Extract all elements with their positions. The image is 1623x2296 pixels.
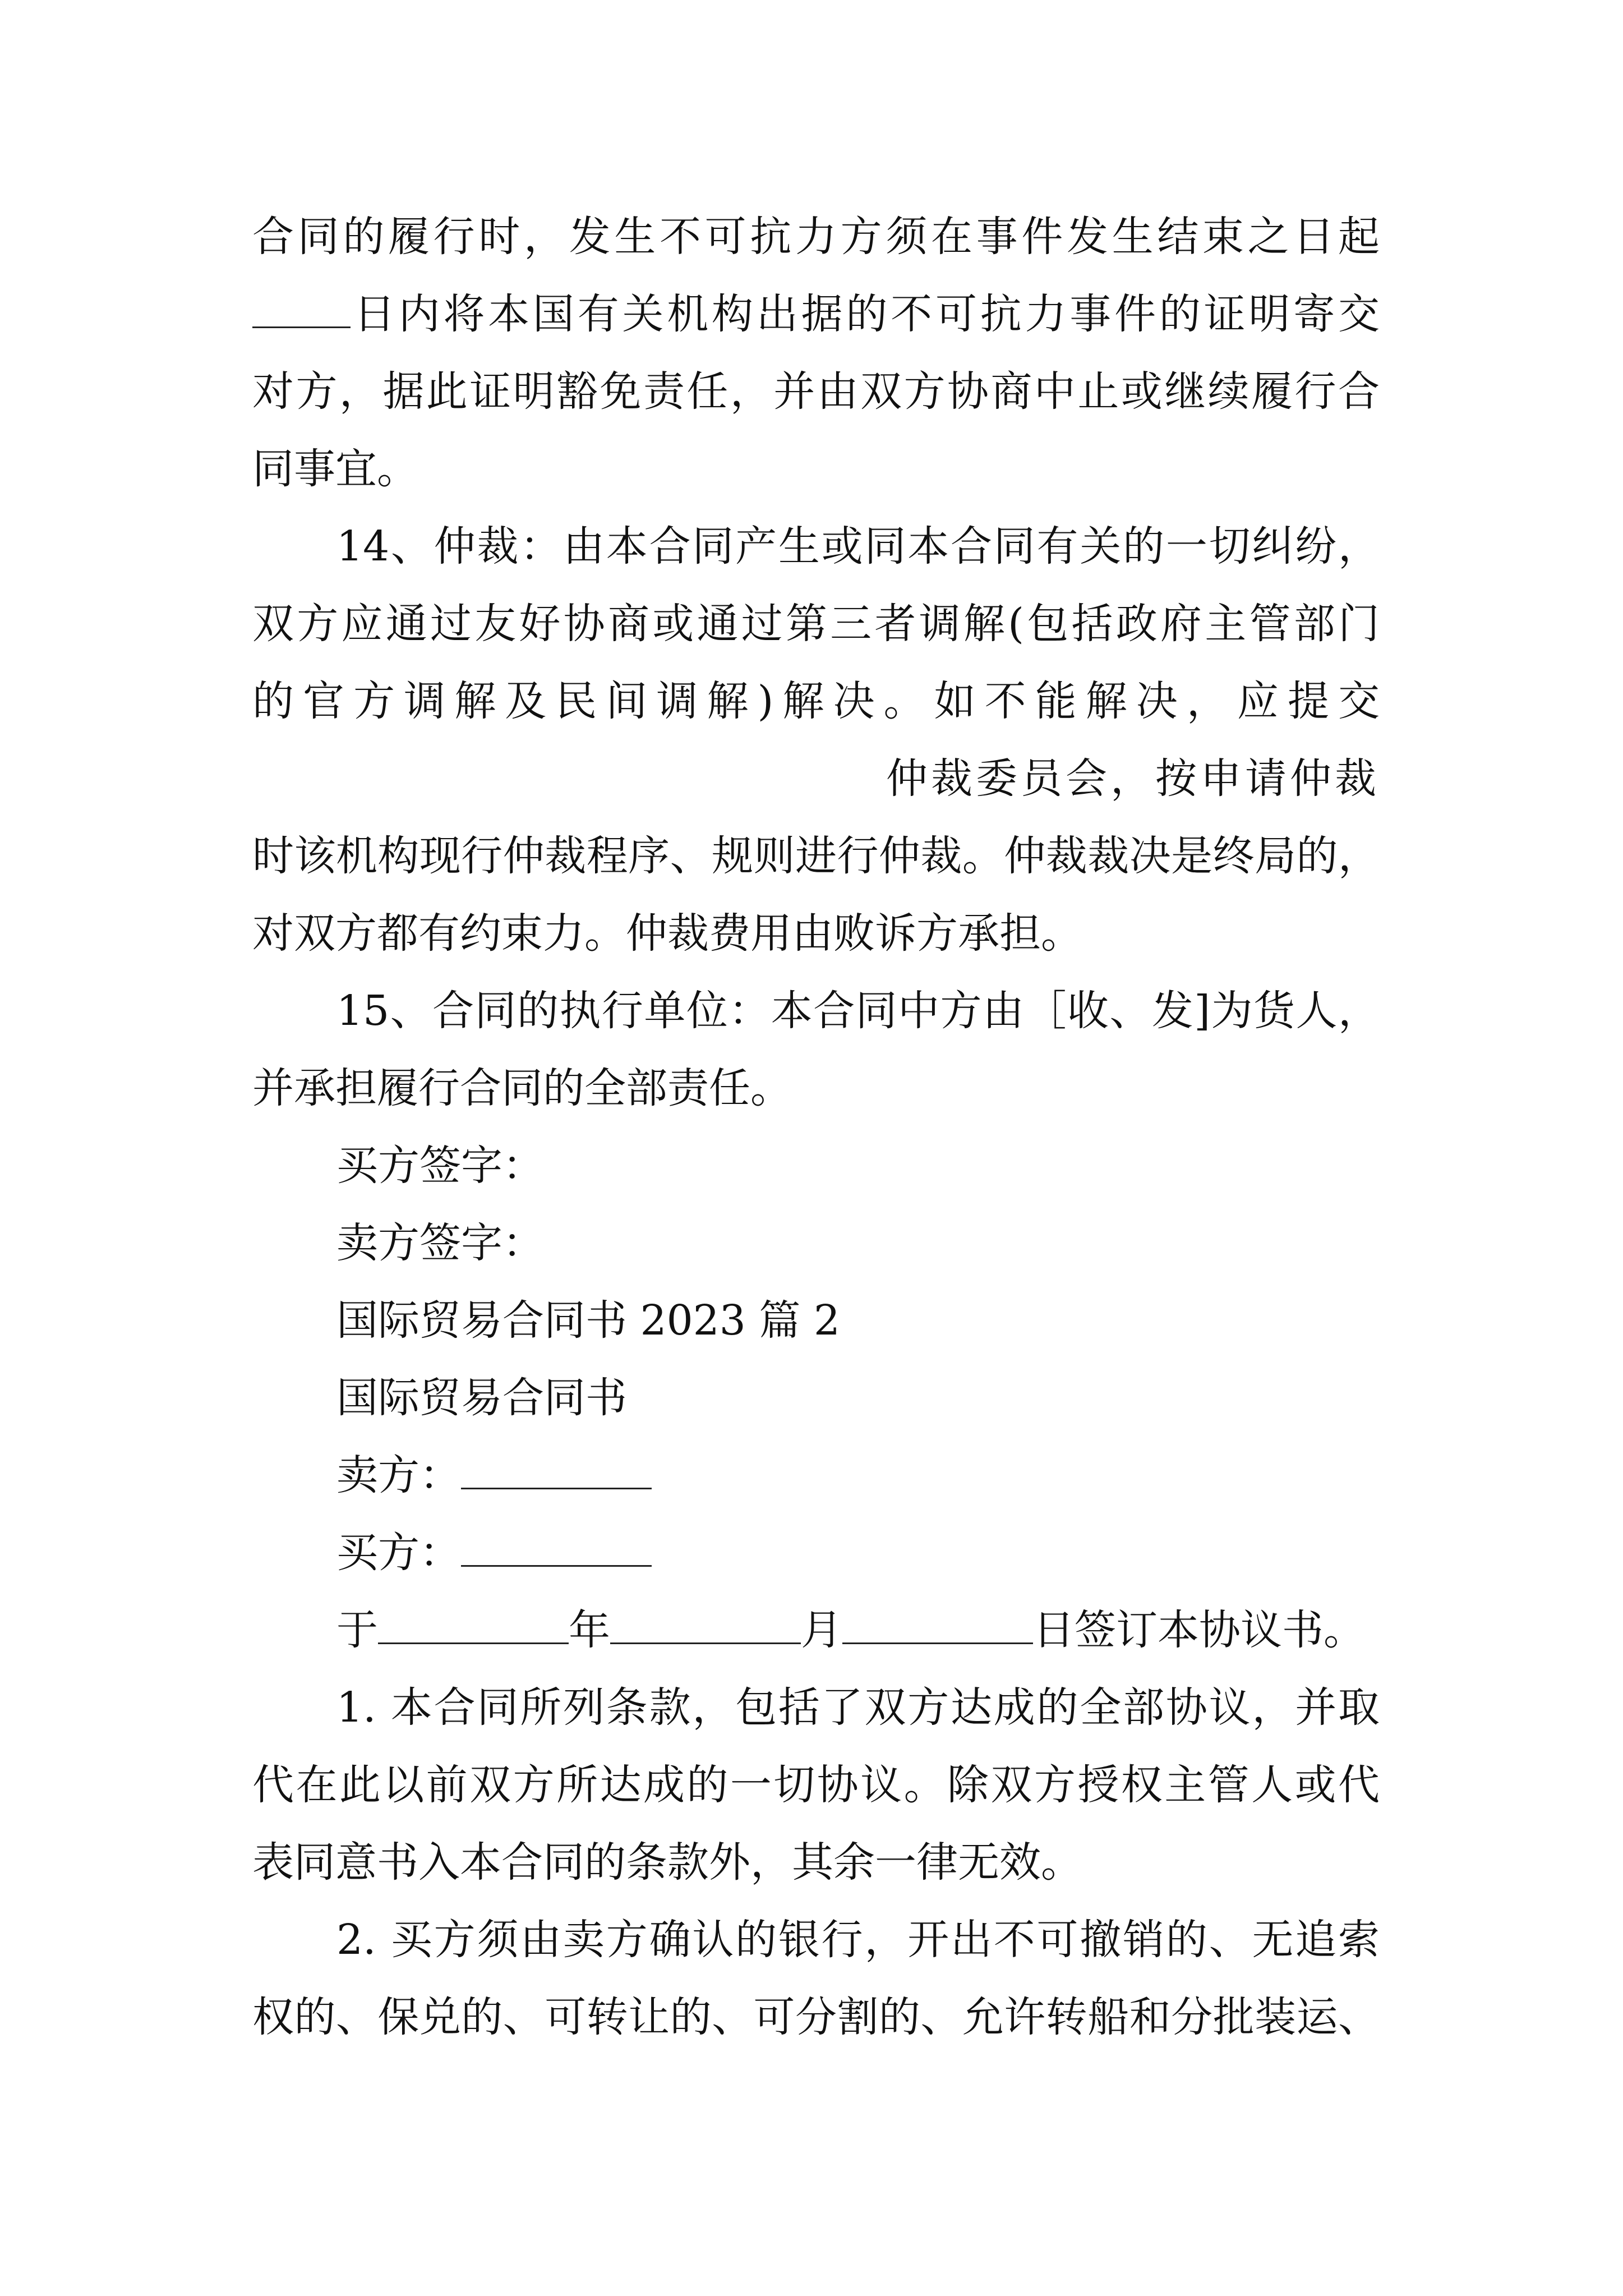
paragraph-line: 的官方调解及民间调解)解决。如不能解决，应提交: [252, 677, 1380, 725]
paragraph-line: [252, 286, 1380, 342]
seller-line: [336, 1447, 1380, 1503]
seller-signature-label: 卖方签字：: [336, 1219, 544, 1267]
paragraph-line: 并承担履行合同的全部责任。: [252, 1064, 792, 1112]
signing-date-line: [336, 1602, 1380, 1658]
section-title: 国际贸易合同书 2023 篇 2: [336, 1296, 840, 1345]
arbitration-commission-line: 仲裁委员会，按申请仲裁: [886, 754, 1380, 803]
contract-title: 国际贸易合同书: [336, 1374, 627, 1422]
year-blank: [378, 1608, 569, 1644]
date-month-label: 月: [801, 1606, 842, 1654]
paragraph-line: 代在此以前双方所达成的一切协议。除双方授权主管人或代: [252, 1761, 1380, 1809]
paragraph-line: 对方，据此证明豁免责任，并由双方协商中止或继续履行合: [252, 367, 1380, 416]
buyer-line: [336, 1525, 1380, 1581]
paragraph-text: 日内将本国有关机构出据的不可抗力事件的证明寄交: [351, 290, 1380, 338]
day-blank: [842, 1608, 1033, 1644]
date-prefix: 于: [336, 1606, 378, 1654]
paragraph-line: 时该机构现行仲裁程序、规则进行仲裁。仲裁裁决是终局的，: [252, 832, 1380, 880]
buyer-signature-label: 买方签字：: [336, 1142, 544, 1190]
paragraph-line: 双方应通过友好协商或通过第三者调解(包括政府主管部门: [252, 600, 1380, 648]
clause-14-heading: 14、仲裁：由本合同产生或同本合同有关的一切纠纷，: [336, 522, 1380, 570]
paragraph-line: 同事宜。: [252, 445, 418, 493]
buyer-blank: [461, 1530, 652, 1567]
date-year-label: 年: [569, 1606, 610, 1654]
seller-blank: [461, 1453, 652, 1489]
clause-1-heading: 1. 本合同所列条款，包括了双方达成的全部协议，并取: [336, 1683, 1380, 1732]
clause-15-heading: 15、合同的执行单位：本合同中方由［收、发]为货人，: [336, 987, 1380, 1035]
buyer-label: 买方：: [336, 1529, 461, 1577]
date-suffix: 日签订本协议书。: [1033, 1606, 1365, 1654]
paragraph-line: 权的、保兑的、可转让的、可分割的、允许转船和分批装运、: [252, 1993, 1380, 2041]
clause-2-heading: 2. 买方须由卖方确认的银行，开出不可撤销的、无追索: [336, 1916, 1380, 1964]
paragraph-line: 合同的履行时，发生不可抗力方须在事件发生结束之日起: [252, 213, 1380, 261]
month-blank: [610, 1608, 801, 1644]
paragraph-line: 表同意书入本合同的条款外，其余一律无效。: [252, 1838, 1082, 1887]
seller-label: 卖方：: [336, 1451, 461, 1499]
paragraph-line: 对双方都有约束力。仲裁费用由败诉方承担。: [252, 909, 1082, 958]
fill-in-blank: [252, 292, 351, 328]
